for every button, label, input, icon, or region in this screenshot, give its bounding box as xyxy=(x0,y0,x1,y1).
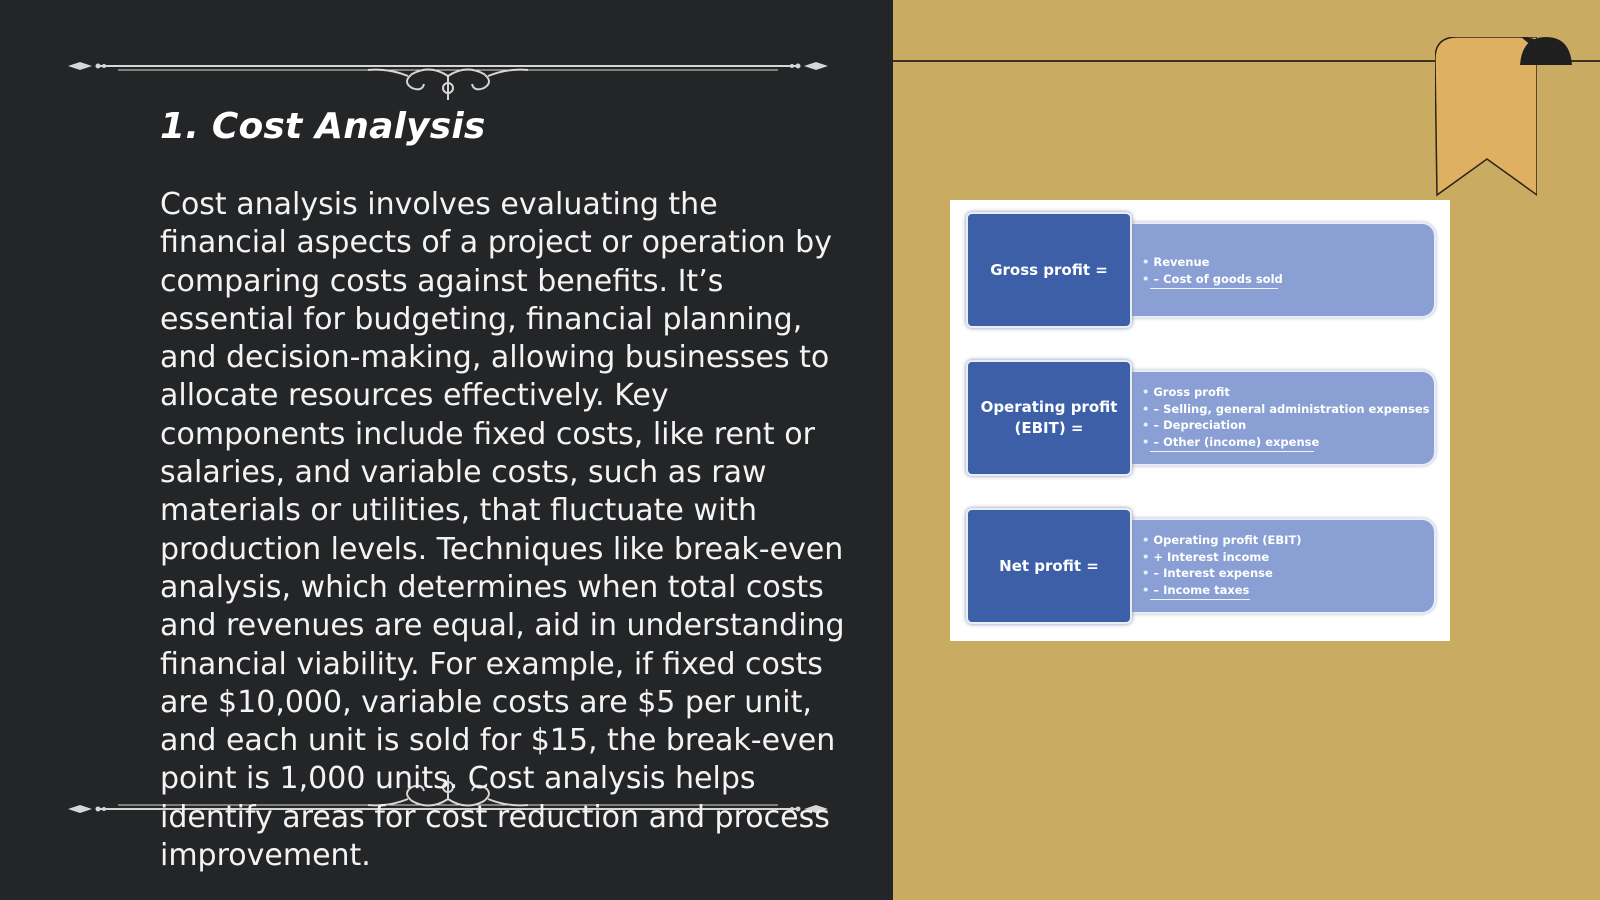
formula-item: • – Depreciation xyxy=(1142,417,1429,434)
formula-item: • – Other (income) expense xyxy=(1142,434,1429,451)
sum-underline xyxy=(1150,451,1314,452)
formula-item: • + Interest income xyxy=(1142,549,1302,566)
formula-item: • – Income taxes xyxy=(1142,582,1302,599)
diagram-row-net-profit xyxy=(966,508,1436,622)
profit-diagram xyxy=(950,200,1450,641)
slide-title: 1. Cost Analysis xyxy=(160,106,486,147)
formula-item: • Revenue xyxy=(1142,254,1283,271)
formula-item: • – Cost of goods sold xyxy=(1142,271,1283,288)
sum-underline xyxy=(1150,599,1250,600)
scroll-divider-top xyxy=(68,50,828,100)
slide-body-text: Cost analysis involves evaluating the financial aspects of a project or operation by comparing costs against benefits. It’s essential for budgeting, financial planning, and decision-making, allowing businesses to allocate resources effectively. Key components include fixed costs, like rent or salaries, and variable costs, such as raw materials or utilities, that fluctuate with production levels. Techniques like break-even analysis, which determines when total costs and revenues are equal, aid in understanding financial viability. For example, if fixed costs are $10,000, variable costs are $5 per unit, and each unit is sold for $15, the break-even point is 1,000 units. Cost analysis helps identify areas for cost reduction and process improvement. xyxy=(160,187,845,874)
formula-list xyxy=(1142,532,1302,598)
formula-list xyxy=(1142,384,1429,450)
gross-profit-label: Gross profit = xyxy=(966,212,1132,328)
formula-item: • Gross profit xyxy=(1142,384,1429,401)
diagram-row-operating-profit xyxy=(966,360,1436,474)
net-profit-label: Net profit = xyxy=(966,508,1132,624)
formula-item: • – Selling, general administration expenses xyxy=(1142,401,1429,418)
diagram-row-gross-profit xyxy=(966,212,1436,326)
formula-item: • – Interest expense xyxy=(1142,565,1302,582)
sum-underline xyxy=(1150,288,1278,289)
formula-list xyxy=(1142,254,1283,287)
formula-item: • Operating profit (EBIT) xyxy=(1142,532,1302,549)
ribbon-fold-icon xyxy=(1520,37,1584,67)
operating-profit-label: Operating profit (EBIT) = xyxy=(966,360,1132,476)
